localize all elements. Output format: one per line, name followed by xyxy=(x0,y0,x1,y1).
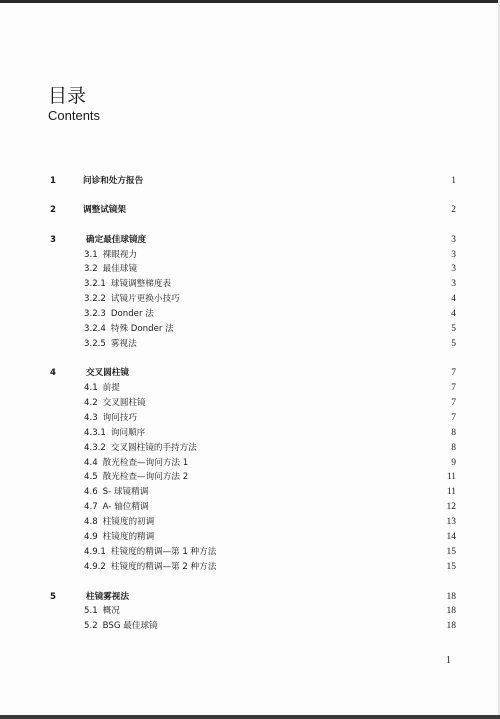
toc-chapter-title: 问诊和处方报告 xyxy=(83,176,144,186)
toc-section-label xyxy=(84,426,145,440)
toc-section-label xyxy=(84,292,180,306)
toc-page-number: 18 xyxy=(446,606,456,616)
toc-page-number: 8 xyxy=(451,443,456,453)
toc-section-number: 4.4 xyxy=(84,458,98,468)
toc-section-label xyxy=(84,470,188,484)
scan-bottom-edge xyxy=(0,715,500,719)
toc-section-label xyxy=(84,277,171,291)
toc-page-number: 2 xyxy=(451,205,456,215)
toc-chapter-row[interactable] xyxy=(0,233,500,247)
toc-page-number: 7 xyxy=(451,368,456,378)
toc-section-title: 球镜调整梯度表 xyxy=(110,279,172,289)
toc-chapter-title: 柱镜雾视法 xyxy=(86,592,129,602)
toc-section-row[interactable] xyxy=(0,545,500,559)
toc-section-label xyxy=(84,396,146,410)
toc-section-number: 4.1 xyxy=(84,383,98,393)
toc-section-title: 柱镜度的精调 xyxy=(102,532,155,542)
toc-section-row[interactable] xyxy=(0,604,500,618)
toc-section-title: 概况 xyxy=(102,606,120,616)
toc-section-row[interactable] xyxy=(0,381,500,395)
toc-page-number: 5 xyxy=(451,339,456,349)
toc-section-number: 4.9 xyxy=(84,532,98,542)
toc-section-number: 4.9.1 xyxy=(84,547,106,557)
toc-section-label xyxy=(84,381,120,395)
toc-section-label xyxy=(84,248,137,262)
toc-chapter-number: 3 xyxy=(50,235,56,245)
toc-section-number: 3.2.1 xyxy=(84,279,106,289)
toc-chapter-title: 调整试镜架 xyxy=(83,205,126,215)
toc-chapter-number: 4 xyxy=(50,368,56,378)
toc-section-row[interactable] xyxy=(0,500,500,514)
page-title: 目录 xyxy=(48,85,87,107)
toc-section-row[interactable] xyxy=(0,530,500,544)
toc-page-number: 7 xyxy=(451,398,456,408)
toc-section-label xyxy=(84,604,120,618)
footer-page-number: 1 xyxy=(446,655,451,666)
toc-section-row[interactable] xyxy=(0,456,500,470)
toc-chapter-number: 2 xyxy=(50,205,56,215)
toc-section-number: 3.2.2 xyxy=(84,294,106,304)
toc-section-row[interactable] xyxy=(0,619,500,633)
toc-page-number: 18 xyxy=(446,592,456,602)
toc-page-number: 15 xyxy=(446,547,456,557)
toc-section-row[interactable] xyxy=(0,396,500,410)
toc-section-number: 5.2 xyxy=(84,621,98,631)
toc-section-number: 4.8 xyxy=(84,517,98,527)
toc-section-label xyxy=(84,530,154,544)
toc-chapter-title: 交叉圆柱镜 xyxy=(86,368,129,378)
toc-section-label xyxy=(84,456,188,470)
toc-section-number: 4.7 xyxy=(84,502,98,512)
toc-section-number: 4.3 xyxy=(84,413,98,423)
toc-section-number: 4.6 xyxy=(84,487,98,497)
toc-chapter-title: 确定最佳球镜度 xyxy=(86,235,147,245)
toc-section-row[interactable] xyxy=(0,248,500,262)
toc-page-number: 3 xyxy=(451,250,456,260)
toc-section-title: 裸眼视力 xyxy=(102,250,138,260)
toc-section-label xyxy=(84,411,137,425)
toc-section-title: Donder 法 xyxy=(110,309,154,319)
toc-section-title: 交叉圆柱镜的手持方法 xyxy=(110,443,197,453)
toc-section-row[interactable] xyxy=(0,292,500,306)
toc-section-title: 交叉圆柱镜 xyxy=(102,398,146,408)
toc-section-label xyxy=(84,560,216,574)
toc-section-number: 4.9.2 xyxy=(84,562,106,572)
toc-section-label xyxy=(84,515,154,529)
toc-section-number: 3.2.5 xyxy=(84,339,106,349)
toc-section-number: 4.5 xyxy=(84,472,98,482)
toc-section-title: A- 轴位精调 xyxy=(102,502,149,512)
toc-section-label xyxy=(84,545,216,559)
toc-section-number: 4.2 xyxy=(84,398,98,408)
toc-section-row[interactable] xyxy=(0,515,500,529)
toc-section-row[interactable] xyxy=(0,411,500,425)
toc-section-row[interactable] xyxy=(0,277,500,291)
toc-section-label xyxy=(84,322,174,336)
toc-section-row[interactable] xyxy=(0,322,500,336)
scan-top-edge xyxy=(0,0,500,3)
toc-section-row[interactable] xyxy=(0,426,500,440)
toc-section-row[interactable] xyxy=(0,262,500,276)
toc-chapter-row[interactable] xyxy=(0,366,500,380)
toc-page-number: 11 xyxy=(446,472,456,482)
toc-page-number: 15 xyxy=(446,562,456,572)
page-subtitle: Contents xyxy=(48,108,101,123)
toc-section-title: 雾视法 xyxy=(110,339,137,349)
toc-section-label xyxy=(84,485,148,499)
toc-section-title: 最佳球镜 xyxy=(102,264,138,274)
toc-section-number: 3.2.3 xyxy=(84,309,106,319)
toc-section-title: 散光检查—询问方法 1 xyxy=(102,458,189,468)
toc-chapter-number: 1 xyxy=(50,176,56,186)
toc-page-number: 1 xyxy=(451,176,456,186)
toc-section-title: 询问顺序 xyxy=(110,428,146,438)
toc-page-number: 12 xyxy=(446,502,456,512)
toc-section-number: 3.2 xyxy=(84,264,98,274)
toc-section-number: 4.3.1 xyxy=(84,428,106,438)
toc-section-row[interactable] xyxy=(0,470,500,484)
toc-section-title: 柱镜度的精调—第 2 种方法 xyxy=(110,562,217,572)
toc-section-row[interactable] xyxy=(0,337,500,351)
toc-section-label xyxy=(84,619,158,633)
toc-section-title: 试镜片更换小技巧 xyxy=(110,294,180,304)
toc-chapter-row[interactable] xyxy=(0,203,500,217)
toc-section-label xyxy=(84,262,137,276)
toc-section-title: 柱镜度的精调—第 1 种方法 xyxy=(110,547,217,557)
toc-section-title: 特殊 Donder 法 xyxy=(110,324,174,334)
toc-section-label xyxy=(84,500,149,514)
toc-page-number: 9 xyxy=(451,458,456,468)
toc-chapter-row[interactable] xyxy=(0,174,500,188)
toc-page-number: 18 xyxy=(446,621,456,631)
toc-section-row[interactable] xyxy=(0,560,500,574)
toc-section-number: 3.1 xyxy=(84,250,98,260)
toc-section-row[interactable] xyxy=(0,307,500,321)
toc-page-number: 4 xyxy=(451,309,456,319)
toc-section-title: 前提 xyxy=(102,383,120,393)
toc-page-number: 13 xyxy=(446,517,456,527)
toc-section-label xyxy=(84,307,154,321)
toc-section-number: 4.3.2 xyxy=(84,443,106,453)
toc-section-title: BSG 最佳球镜 xyxy=(102,621,158,631)
toc-section-number: 5.1 xyxy=(84,606,98,616)
toc-section-label xyxy=(84,441,197,455)
toc-page-number: 3 xyxy=(451,264,456,274)
toc-section-row[interactable] xyxy=(0,441,500,455)
toc-section-row[interactable] xyxy=(0,485,500,499)
toc-page-number: 7 xyxy=(451,413,456,423)
toc-page-number: 4 xyxy=(451,294,456,304)
toc-section-title: 询问技巧 xyxy=(102,413,138,423)
toc-page-number: 7 xyxy=(451,383,456,393)
toc-section-title: 柱镜度的初调 xyxy=(102,517,155,527)
toc-page-number: 3 xyxy=(451,279,456,289)
toc-page-number: 11 xyxy=(446,487,456,497)
toc-page-number: 8 xyxy=(451,428,456,438)
toc-section-label xyxy=(84,337,137,351)
toc-chapter-row[interactable] xyxy=(0,590,500,604)
toc-page-number: 3 xyxy=(451,235,456,245)
toc-page-number: 5 xyxy=(451,324,456,334)
toc-section-title: S- 球镜精调 xyxy=(102,487,149,497)
toc-section-title: 散光检查—询问方法 2 xyxy=(102,472,189,482)
toc-chapter-number: 5 xyxy=(50,592,56,602)
toc-page-number: 14 xyxy=(446,532,456,542)
toc-section-number: 3.2.4 xyxy=(84,324,106,334)
